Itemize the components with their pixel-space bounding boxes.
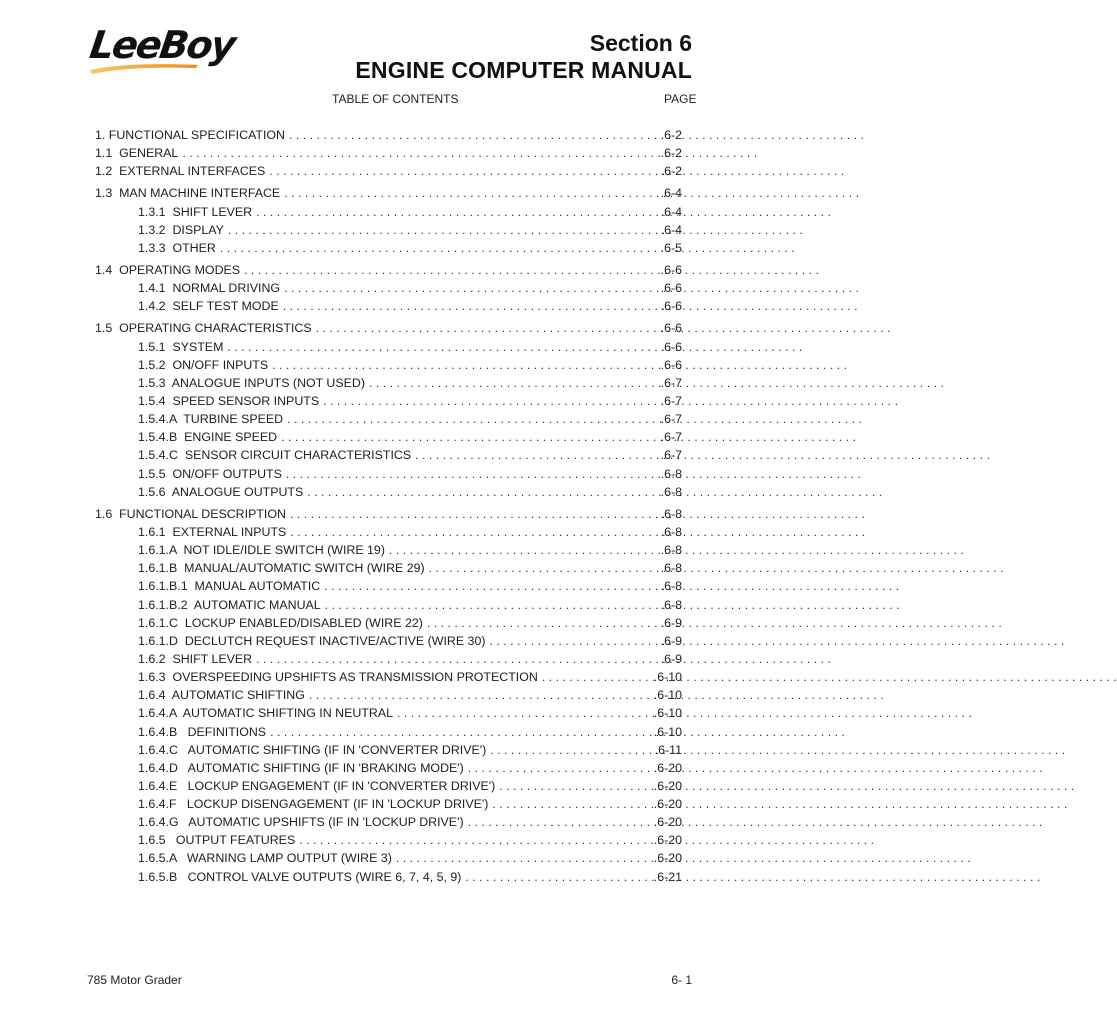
dot-leader [309, 688, 653, 702]
toc-entry-page: .6-7 [660, 448, 682, 463]
svg-text:LeeBoy: LeeBoy [86, 24, 237, 68]
footer-model: 785 Motor Grader [87, 973, 182, 987]
dot-leader [324, 579, 659, 593]
dot-leader [490, 743, 653, 757]
toc-entry-label: 1.6.5.B CONTROL VALVE OUTPUTS (WIRE 6, 7, 4, 5, 9) [138, 869, 462, 884]
table-of-contents [95, 128, 682, 888]
dot-leader [256, 652, 660, 666]
toc-entry-page: .6-9 [660, 633, 682, 648]
dot-leader [465, 870, 652, 884]
toc-entry-page: .6-21 [653, 869, 682, 884]
toc-entry-label: 1.6.4.F LOCKUP DISENGAGEMENT (IF IN 'LOCKUP DRIVE') [138, 797, 489, 812]
toc-entry[interactable] [95, 164, 682, 182]
toc-entry-label: 1.6.1.D DECLUTCH REQUEST INACTIVE/ACTIVE (WIRE 30) [138, 633, 486, 648]
toc-entry[interactable] [95, 412, 682, 430]
toc-entry-label: 1.6.1.B.1 MANUAL AUTOMATIC [138, 579, 321, 594]
toc-entry-label: 1.6.1.B MANUAL/AUTOMATIC SWITCH (WIRE 29) [138, 561, 425, 576]
dot-leader [256, 205, 660, 219]
toc-entry[interactable] [95, 652, 682, 670]
toc-entry-page: .6-20 [653, 797, 682, 812]
toc-entry[interactable] [95, 761, 682, 779]
toc-entry-label: 1.3 MAN MACHINE INTERFACE [95, 186, 281, 201]
toc-entry-label: 1.6.4.C AUTOMATIC SHIFTING (IF IN 'CONVERTER DRIVE') [138, 742, 487, 757]
toc-entry[interactable] [95, 833, 682, 851]
toc-entry-page: .6-20 [653, 833, 682, 848]
toc-entry-label: 1.5.4.A TURBINE SPEED [138, 412, 284, 427]
dot-leader [468, 815, 653, 829]
toc-entry[interactable] [95, 815, 682, 833]
toc-entry-page: .6-7 [660, 430, 682, 445]
toc-entry-label: 1.6.4.D AUTOMATIC SHIFTING (IF IN 'BRAKING MODE') [138, 760, 464, 775]
toc-entry-page: .6-7 [660, 393, 682, 408]
toc-entry-label: 1.6.1 EXTERNAL INPUTS [138, 524, 287, 539]
toc-entry-page: .6-4 [660, 222, 682, 237]
toc-entry[interactable] [95, 281, 682, 299]
dot-leader [182, 146, 659, 160]
toc-entry-page: .6-8 [660, 466, 682, 481]
toc-entry-label: 1.1 GENERAL [95, 146, 179, 161]
toc-entry[interactable] [95, 725, 682, 743]
toc-entry-page: .6-7 [660, 375, 682, 390]
toc-entry[interactable] [95, 670, 682, 688]
toc-entry[interactable] [95, 430, 682, 448]
dot-leader [389, 543, 660, 557]
toc-entry-label: 1.6.4.B DEFINITIONS [138, 724, 267, 739]
toc-entry-page: .6-20 [653, 778, 682, 793]
leeboy-logo [86, 18, 237, 80]
toc-entry[interactable] [95, 485, 682, 503]
toc-entry-label: 1.5.3 ANALOGUE INPUTS (NOT USED) [138, 375, 365, 390]
toc-entry[interactable] [95, 467, 682, 485]
dot-leader [307, 485, 659, 499]
dot-leader [227, 340, 659, 354]
dot-leader [290, 507, 660, 521]
toc-entry-page: .6-6 [660, 357, 682, 372]
toc-entry-label: 1.6.1.B.2 AUTOMATIC MANUAL [138, 597, 321, 612]
dot-leader [396, 851, 653, 865]
toc-entry-page: .6-5 [660, 240, 682, 255]
toc-entry-label: 1.5.2 ON/OFF INPUTS [138, 357, 269, 372]
toc-entry-page: .6-8 [660, 597, 682, 612]
toc-entry[interactable] [95, 223, 682, 241]
toc-entry-page: .6-2 [660, 128, 682, 142]
toc-entry-label: 1.6 FUNCTIONAL DESCRIPTION [95, 506, 286, 521]
toc-entry-label: 1. FUNCTIONAL SPECIFICATION [95, 128, 286, 142]
toc-entry[interactable] [95, 851, 682, 869]
toc-entry[interactable] [95, 706, 682, 724]
toc-entry[interactable] [95, 561, 682, 579]
toc-entry-label: 1.6.1.A NOT IDLE/IDLE SWITCH (WIRE 19) [138, 543, 385, 558]
dot-leader [289, 128, 660, 142]
toc-entry-page: .6-2 [660, 146, 682, 161]
toc-entry[interactable] [95, 299, 682, 317]
toc-entry-page: .6-2 [660, 164, 682, 179]
toc-entry-page: .6-11 [654, 742, 682, 757]
toc-entry[interactable] [95, 797, 682, 815]
toc-entry[interactable] [95, 616, 682, 634]
toc-entry[interactable] [95, 688, 682, 706]
dot-leader [369, 376, 660, 390]
dot-leader [272, 358, 660, 372]
dot-leader [542, 670, 653, 684]
toc-entry-page: .6-6 [660, 339, 682, 354]
toc-entry[interactable] [95, 634, 682, 652]
dot-leader [284, 186, 659, 200]
toc-entry-label: 1.6.4.G AUTOMATIC UPSHIFTS (IF IN 'LOCKUP DRIVE') [138, 815, 464, 830]
toc-entry-label: 1.5.4 SPEED SENSOR INPUTS [138, 393, 320, 408]
toc-entry-label: 1.4.2 SELF TEST MODE [138, 299, 279, 314]
toc-entry[interactable] [95, 205, 682, 223]
toc-entry-page: .6-8 [660, 484, 682, 499]
toc-entry-label: 1.6.3 OVERSPEEDING UPSHIFTS AS TRANSMISSION PROTECTION [138, 670, 538, 685]
toc-entry-page: .6-8 [660, 524, 682, 539]
toc-entry[interactable] [95, 598, 682, 616]
toc-entry[interactable] [95, 376, 682, 394]
toc-entry[interactable] [95, 263, 682, 281]
toc-entry-label: 1.5 OPERATING CHARACTERISTICS [95, 321, 312, 336]
dot-leader [220, 241, 660, 255]
toc-entry[interactable] [95, 779, 682, 797]
toc-entry-page: .6-6 [660, 321, 682, 336]
toc-entry-page: .6-10 [653, 670, 682, 685]
dot-leader [283, 299, 660, 313]
dot-leader [286, 467, 660, 481]
toc-entry-page: .6-6 [660, 262, 682, 277]
dot-leader [284, 281, 660, 295]
dot-leader [397, 706, 653, 720]
dot-leader [299, 833, 653, 847]
toc-entry[interactable] [95, 394, 682, 412]
toc-entry[interactable] [95, 579, 682, 597]
toc-entry-label: 1.3.1 SHIFT LEVER [138, 204, 253, 219]
toc-entry[interactable] [95, 448, 682, 466]
toc-entry-label: 1.5.4.C SENSOR CIRCUIT CHARACTERISTICS [138, 448, 412, 463]
toc-entry-page: .6-20 [653, 815, 682, 830]
dot-leader [316, 321, 660, 335]
toc-entry-label: 1.6.4 AUTOMATIC SHIFTING [138, 688, 305, 703]
toc-entry-page: .6-7 [660, 412, 682, 427]
toc-entry[interactable] [95, 146, 682, 164]
dot-leader [244, 263, 660, 277]
toc-entry[interactable] [95, 186, 682, 204]
toc-entry-page: .6-20 [653, 851, 682, 866]
dot-leader [489, 634, 659, 648]
toc-entry[interactable] [95, 340, 682, 358]
toc-entry[interactable] [95, 128, 682, 146]
dot-leader [270, 725, 653, 739]
toc-entry-page: .6-8 [660, 506, 682, 521]
dot-leader [287, 412, 660, 426]
dot-leader [415, 448, 660, 462]
toc-entry-page: .6-6 [660, 299, 682, 314]
dot-leader [492, 797, 652, 811]
toc-entry[interactable] [95, 870, 682, 888]
toc-entry-label: 1.6.4.A AUTOMATIC SHIFTING IN NEUTRAL [138, 706, 393, 721]
toc-entry-label: 1.6.4.E LOCKUP ENGAGEMENT (IF IN 'CONVERTER DRIVE') [138, 778, 496, 793]
toc-entry-label: 1.2 EXTERNAL INTERFACES [95, 164, 266, 179]
footer-page-number: 6- 1 [671, 973, 692, 987]
dot-leader [429, 561, 660, 575]
toc-entry-page: .6-10 [653, 688, 682, 703]
toc-entry-page: .6-10 [653, 724, 682, 739]
toc-entry[interactable] [95, 743, 682, 761]
toc-entry-label: 1.5.5 ON/OFF OUTPUTS [138, 466, 282, 481]
toc-entry-page: .6-8 [660, 579, 682, 594]
toc-entry[interactable] [95, 543, 682, 561]
dot-leader [468, 761, 653, 775]
dot-leader [290, 525, 659, 539]
page-column-heading: PAGE [664, 92, 697, 106]
toc-entry-label: 1.5.4.B ENGINE SPEED [138, 430, 278, 445]
toc-entry-page: .6-9 [660, 651, 682, 666]
toc-entry-page: .6-4 [660, 186, 682, 201]
toc-entry-page: .6-9 [660, 615, 682, 630]
document-title: ENGINE COMPUTER MANUAL [355, 57, 692, 83]
toc-entry-page: .6-8 [660, 561, 682, 576]
dot-leader [281, 430, 660, 444]
toc-entry-label: 1.6.1.C LOCKUP ENABLED/DISABLED (WIRE 22) [138, 615, 423, 630]
dot-leader [499, 779, 652, 793]
toc-entry-label: 1.3.2 DISPLAY [138, 222, 224, 237]
toc-entry-label: 1.5.6 ANALOGUE OUTPUTS [138, 484, 304, 499]
toc-entry-label: 1.4 OPERATING MODES [95, 262, 241, 277]
toc-entry-page: .6-6 [660, 281, 682, 296]
toc-entry-label: 1.6.5 OUTPUT FEATURES [138, 833, 296, 848]
dot-leader [228, 223, 660, 237]
section-number: Section 6 [589, 30, 692, 56]
toc-entry[interactable] [95, 358, 682, 376]
toc-entry-label: 1.6.2 SHIFT LEVER [138, 651, 253, 666]
toc-entry[interactable] [95, 525, 682, 543]
toc-heading: TABLE OF CONTENTS [332, 92, 459, 106]
toc-entry-label: 1.3.3 OTHER [138, 240, 216, 255]
toc-entry-label: 1.6.5.A WARNING LAMP OUTPUT (WIRE 3) [138, 851, 392, 866]
toc-entry[interactable] [95, 507, 682, 525]
toc-entry[interactable] [95, 241, 682, 259]
dot-leader [427, 616, 660, 630]
toc-entry-page: .6-10 [653, 706, 682, 721]
toc-entry-label: 1.5.1 SYSTEM [138, 339, 224, 354]
dot-leader [323, 394, 660, 408]
dot-leader [269, 164, 659, 178]
toc-entry[interactable] [95, 321, 682, 339]
toc-entry-page: .6-8 [660, 543, 682, 558]
dot-leader [325, 598, 660, 612]
toc-entry-page: .6-4 [660, 204, 682, 219]
toc-entry-label: 1.4.1 NORMAL DRIVING [138, 281, 281, 296]
toc-entry-page: .6-20 [653, 760, 682, 775]
